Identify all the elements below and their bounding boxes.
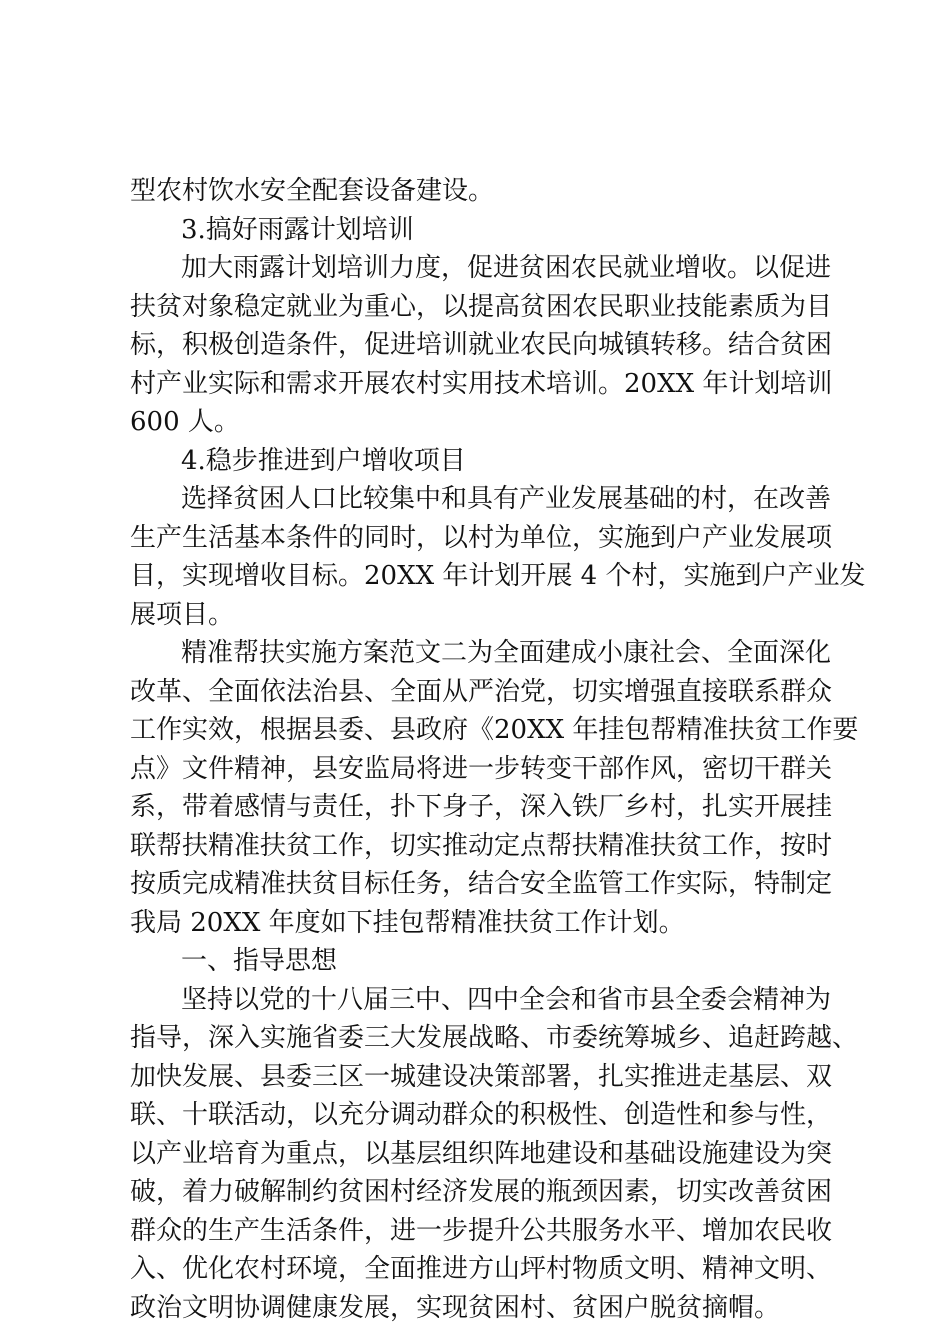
text-line: 加快发展、县委三区一城建设决策部署，扎实推进走基层、双 [130,1062,833,1092]
text-line: 加大雨露计划培训力度，促进贫困农民就业增收。以促进 [181,253,832,283]
section-heading: 一、指导思想 [181,946,338,976]
text-line: 以产业培育为重点，以基层组织阵地建设和基础设施建设为突 [130,1139,833,1169]
text-line: 群众的生产生活条件，进一步提升公共服务水平、增加农民收 [130,1216,833,1246]
text-line: 工作实效，根据县委、县政府《20XX 年挂包帮精准扶贫工作要 [130,715,859,745]
text-line: 联、十联活动，以充分调动群众的积极性、创造性和参与性， [130,1100,833,1130]
text-line: 联帮扶精准扶贫工作，切实推动定点帮扶精准扶贫工作，按时 [130,831,833,861]
text-line: 改革、全面依法治县、全面从严治党，切实增强直接联系群众 [130,677,833,707]
text-line: 展项目。 [130,600,235,630]
section-heading: 3.搞好雨露计划培训 [181,215,414,245]
text-line: 政治文明协调健康发展，实现贫困村、贫困户脱贫摘帽。 [130,1293,781,1323]
text-line: 按质完成精准扶贫目标任务，结合安全监管工作实际，特制定 [130,869,833,899]
text-line: 村产业实际和需求开展农村实用技术培训。20XX 年计划培训 [130,369,833,399]
text-line: 选择贫困人口比较集中和具有产业发展基础的村，在改善 [181,484,832,514]
text-line: 指导，深入实施省委三大发展战略、市委统筹城乡、追赶跨越、 [130,1023,859,1053]
text-line: 点》文件精神，县安监局将进一步转变干部作风，密切干群关 [130,754,833,784]
text-line: 系，带着感情与责任，扑下身子，深入铁厂乡村，扎实开展挂 [130,792,833,822]
text-line: 目，实现增收目标。20XX 年计划开展 4 个村，实施到户产业发 [130,561,866,591]
section-heading: 4.稳步推进到户增收项目 [181,446,466,476]
text-line: 扶贫对象稳定就业为重心，以提高贫困农民职业技能素质为目 [130,292,833,322]
text-line: 生产生活基本条件的同时，以村为单位，实施到户产业发展项 [130,523,833,553]
text-line: 入、优化农村环境，全面推进方山坪村物质文明、精神文明、 [130,1254,833,1284]
text-line: 坚持以党的十八届三中、四中全会和省市县全委会精神为 [181,985,832,1015]
text-line: 型农村饮水安全配套设备建设。 [130,176,495,206]
text-line: 标，积极创造条件，促进培训就业农民向城镇转移。结合贫困 [130,330,833,360]
text-line: 600 人。 [130,407,240,437]
text-line: 精准帮扶实施方案范文二为全面建成小康社会、全面深化 [181,638,832,668]
text-line: 破，着力破解制约贫困村经济发展的瓶颈因素，切实改善贫困 [130,1177,833,1207]
text-line: 我局 20XX 年度如下挂包帮精准扶贫工作计划。 [130,908,685,938]
